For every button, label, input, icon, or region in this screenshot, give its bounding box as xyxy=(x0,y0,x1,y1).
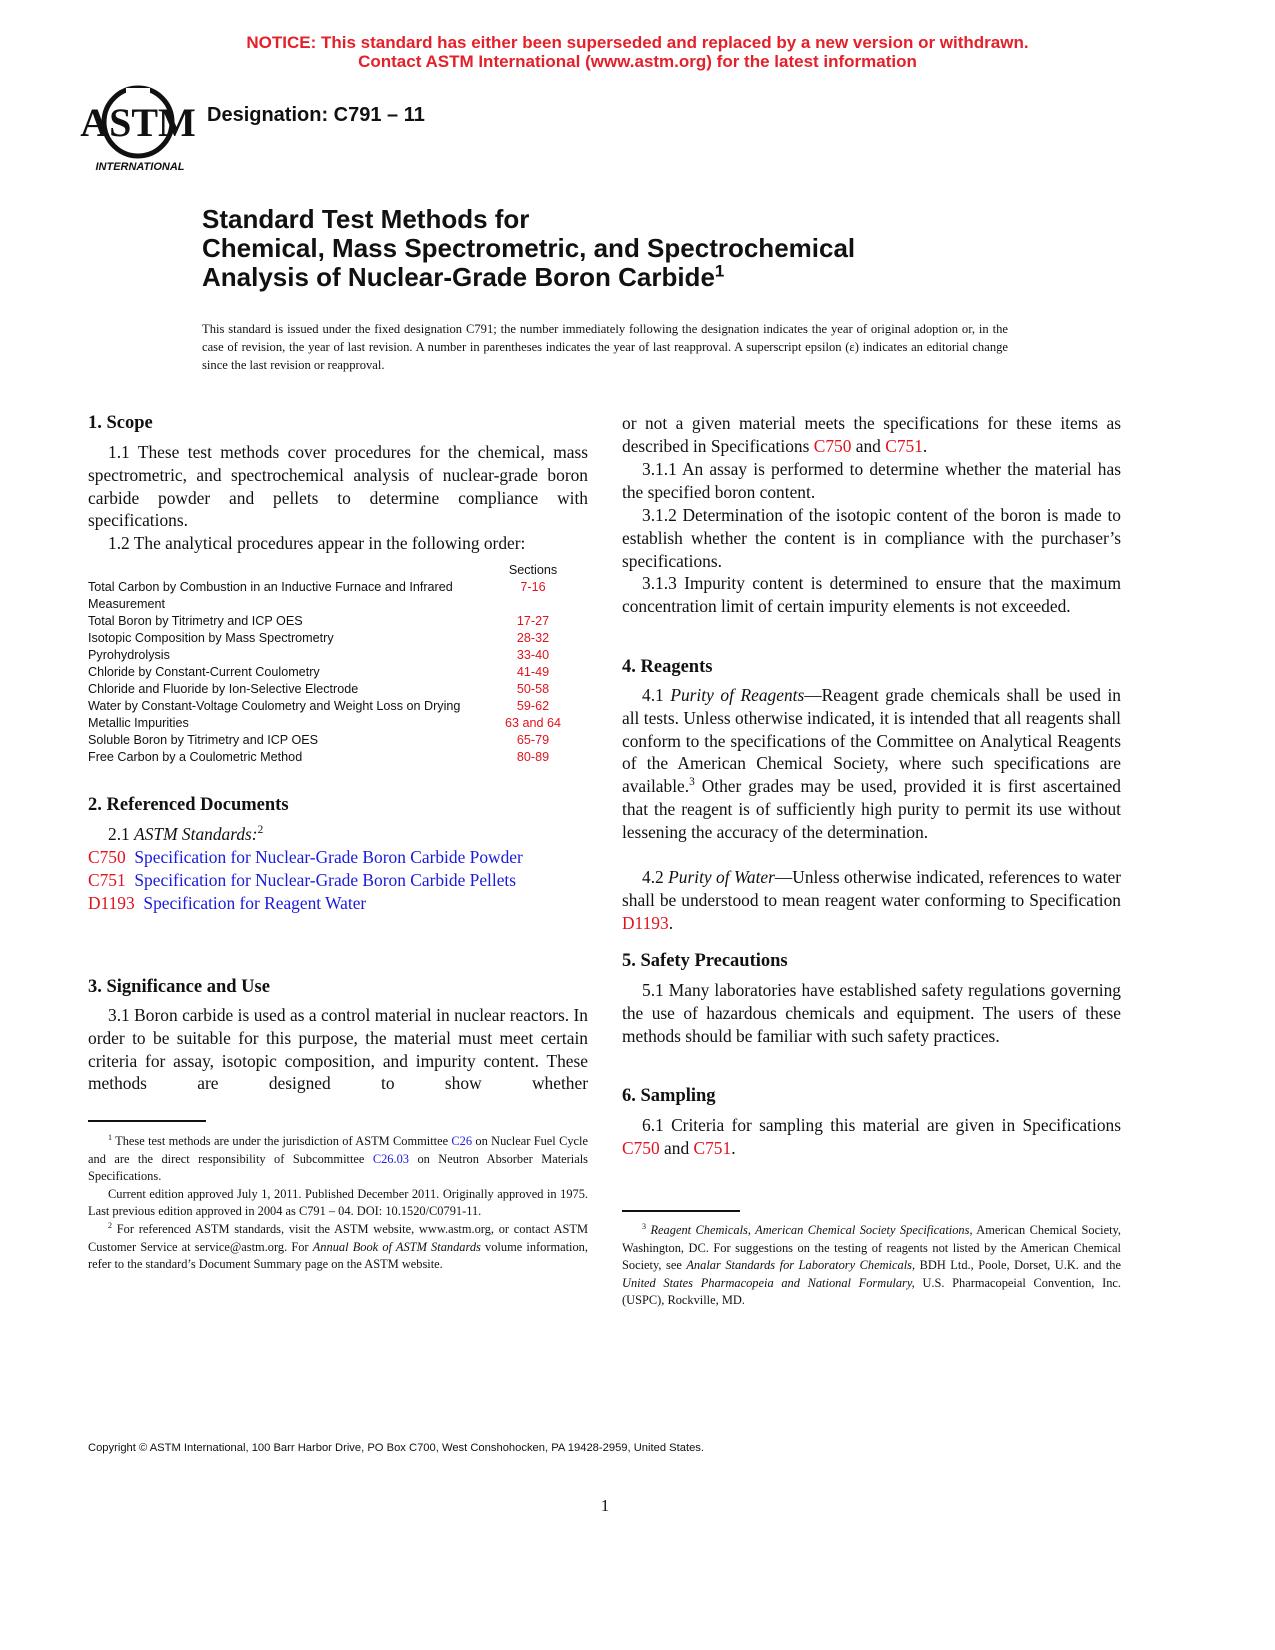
footnote-1-edition: Current edition approved July 1, 2011. Published December 2011. Originally approved in 1975. Last previous edition approved in 2004 as C791 – 04. DOI: 10.1520/C0791-11. xyxy=(88,1186,588,1219)
para-3-1-3: 3.1.3 Impurity content is determined to ensure that the maximum concentration limit of certain impurity elements is not exceeded. xyxy=(622,573,1121,616)
title-line-3-text: Analysis of Nuclear-Grade Boron Carbide xyxy=(202,262,715,292)
ref-code-link[interactable]: C751 xyxy=(88,869,126,890)
footnote-italic: Reagent Chemicals, American Chemical Society Specifications, xyxy=(646,1223,973,1237)
para-4-1 xyxy=(622,684,1121,844)
row-desc: Chloride and Fluoride by Ion-Selective Electrode xyxy=(88,682,359,696)
para-text: . xyxy=(922,435,928,456)
para-5-1: 5.1 Many laboratories have established safety regulations governing the use of hazardous chemicals and equipment. The users of these methods should be familiar with such safety practices. xyxy=(622,980,1121,1046)
astm-logo xyxy=(80,84,196,176)
row-desc: Water by Constant-Voltage Coulometry and Weight Loss on Drying xyxy=(88,699,461,713)
footnote-divider xyxy=(622,1210,740,1212)
reference-item xyxy=(88,892,588,915)
para-text: . xyxy=(668,912,674,933)
committee-link[interactable]: C26 xyxy=(451,1134,473,1148)
table-row xyxy=(88,732,588,749)
c751-link[interactable]: C751 xyxy=(693,1137,732,1158)
para-3-1-1: 3.1.1 An assay is performed to determine whether the material has the specified boron content. xyxy=(622,459,1121,502)
para-text: —Reagent grade chemicals shall be used in all tests. Unless otherwise indicated, it is intended that all reagents shall conform to the specifications of the Committee on Analytical Reagents of the American Chemical Society, where such specifications are available. xyxy=(622,685,1122,797)
para-3-1-continued xyxy=(622,412,1121,458)
reference-item xyxy=(88,846,588,869)
row-desc: Total Carbon by Combustion in an Inductive Furnace and Infrared Measurement xyxy=(88,580,453,611)
para-text: or not a given material meets the specifications for these items as described in Specifications xyxy=(622,413,1121,456)
table-row xyxy=(88,613,588,630)
table-row xyxy=(88,579,588,613)
c751-link[interactable]: C751 xyxy=(885,435,923,456)
para-6-1 xyxy=(622,1114,1121,1160)
row-sections-link[interactable]: 41-49 xyxy=(516,665,550,679)
section-2-heading: 2. Referenced Documents xyxy=(88,795,289,815)
subcommittee-link[interactable]: C26.03 xyxy=(372,1151,409,1166)
c750-link[interactable]: C750 xyxy=(622,1137,660,1158)
para-number: 4.1 xyxy=(642,685,671,705)
section-6-heading: 6. Sampling xyxy=(622,1086,716,1106)
footnote-italic: United States Pharmacopeia and National Formulary, xyxy=(622,1275,915,1290)
section-5-heading: 5. Safety Precautions xyxy=(622,951,788,971)
para-title: Purity of Reagents xyxy=(670,685,805,705)
reference-item xyxy=(88,869,588,892)
row-sections-link[interactable]: 50-58 xyxy=(516,682,550,696)
row-desc: Total Boron by Titrimetry and ICP OES xyxy=(88,614,303,628)
copyright: Copyright © ASTM International, 100 Barr Harbor Drive, PO Box C700, West Conshohocken, PA 19428-2959, United States. xyxy=(88,1442,704,1454)
para-text: and xyxy=(851,435,886,456)
footnote-italic: Analar Standards for Laboratory Chemicals, xyxy=(686,1258,916,1273)
row-sections-link[interactable]: 63 and 64 xyxy=(504,716,562,730)
designation: Designation: C791 – 11 xyxy=(207,104,425,126)
footnote-text: For referenced ASTM standards, visit the ASTM website, www.astm.org, or contact ASTM Customer Service at service@astm.org. For xyxy=(88,1221,588,1254)
footnote-mark: 3 xyxy=(642,1221,647,1231)
footnote-mark: 1 xyxy=(108,1132,113,1142)
para-text: —Unless otherwise indicated, references to water shall be understood to mean reagent water conforming to Specification xyxy=(622,867,1121,910)
svg-text:INTERNATIONAL: INTERNATIONAL xyxy=(95,161,185,173)
footnote-1 xyxy=(88,1133,588,1186)
para-number: 2.1 xyxy=(108,824,135,844)
footnote-3 xyxy=(622,1222,1121,1310)
footnote-divider xyxy=(88,1120,206,1122)
footnote-mark: 2 xyxy=(108,1220,113,1230)
table-row xyxy=(88,630,588,647)
para-3-1-2: 3.1.2 Determination of the isotopic content of the boron is made to establish whether the content is in compliance with the purchaser’s specifications. xyxy=(622,505,1121,571)
footnote-mark: 2 xyxy=(257,824,264,837)
para-text: 6.1 Criteria for sampling this material are given in Specifications xyxy=(642,1115,1121,1135)
row-sections-link[interactable]: 65-79 xyxy=(516,733,550,747)
row-desc: Isotopic Composition by Mass Spectrometry xyxy=(88,631,334,645)
d1193-link[interactable]: D1193 xyxy=(622,912,669,933)
table-row xyxy=(88,749,588,766)
footnote-2 xyxy=(88,1221,588,1274)
footnote-text: on Neutron Absorber Materials Specifications. xyxy=(88,1151,588,1184)
title-line-2: Chemical, Mass Spectrometric, and Spectrochemical xyxy=(202,233,856,263)
para-text: and xyxy=(659,1137,694,1158)
document-title xyxy=(202,205,855,292)
ref-code-link[interactable]: D1193 xyxy=(88,892,135,913)
table-row xyxy=(88,664,588,681)
row-desc: Soluble Boron by Titrimetry and ICP OES xyxy=(88,733,319,747)
footnote-text: These test methods are under the jurisdiction of ASTM Committee xyxy=(112,1134,452,1148)
row-desc: Pyrohydrolysis xyxy=(88,648,170,662)
para-1-1: 1.1 These test methods cover procedures for the chemical, mass spectrometric, and spectrochemical analysis of nuclear-grade boron carbide powder and pellets to determine compliance with specifications. xyxy=(88,442,588,531)
ref-code-link[interactable]: C750 xyxy=(88,847,126,867)
row-sections-link[interactable]: 80-89 xyxy=(516,750,550,764)
section-4-heading: 4. Reagents xyxy=(622,657,713,677)
astm-standards-label: ASTM Standards: xyxy=(134,824,258,844)
para-text: Other grades may be used, provided it is first ascertained that the reagent is of sufficiently high purity to permit its use without lessening the accuracy of the determination. xyxy=(622,776,1121,842)
row-sections-link[interactable]: 28-32 xyxy=(516,631,550,645)
para-text: . xyxy=(731,1137,736,1158)
sections-header: Sections xyxy=(508,563,558,577)
table-row xyxy=(88,647,588,664)
para-2-1 xyxy=(88,823,588,846)
reference-list xyxy=(88,846,588,914)
row-desc: Chloride by Constant-Current Coulometry xyxy=(88,665,320,679)
row-sections-link[interactable]: 17-27 xyxy=(516,614,550,628)
para-3-1: 3.1 Boron carbide is used as a control material in nuclear reactors. In order to be suitable for this purpose, the material must meet certain criteria for assay, isotopic composition, and impurity content. These methods are designed to show whether xyxy=(88,1005,588,1094)
title-line-1: Standard Test Methods for xyxy=(202,204,530,234)
ref-title-link[interactable]: Specification for Reagent Water xyxy=(143,892,367,913)
para-1-2: 1.2 The analytical procedures appear in the following order: xyxy=(108,533,526,553)
para-4-2 xyxy=(622,866,1121,934)
ref-title-link[interactable]: Specification for Nuclear-Grade Boron Carbide Pellets xyxy=(134,869,517,890)
footnote-italic: Annual Book of ASTM Standards xyxy=(312,1239,481,1254)
row-sections-link[interactable]: 33-40 xyxy=(516,648,550,662)
footnote-text: volume information, refer to the standard’s Document Summary page on the ASTM website. xyxy=(88,1239,588,1272)
footnote-mark: 1 xyxy=(714,261,725,281)
footnote-text: BDH Ltd., Poole, Dorset, U.K. and the xyxy=(915,1258,1121,1273)
para-title: Purity of Water xyxy=(668,867,775,887)
row-sections-link[interactable]: 59-62 xyxy=(516,699,550,713)
footnote-text: on Nuclear Fuel Cycle and are the direct responsibility of Subcommittee xyxy=(88,1134,588,1166)
section-1-heading: 1. Scope xyxy=(88,413,153,433)
row-sections-link[interactable]: 7-16 xyxy=(520,580,546,594)
table-row xyxy=(88,715,588,732)
row-desc: Metallic Impurities xyxy=(88,716,189,730)
ref-title-link[interactable]: Specification for Nuclear-Grade Boron Carbide Powder xyxy=(134,847,523,867)
footnote-text: U.S. Pharmacopeial Convention, Inc. (USPC), Rockville, MD. xyxy=(622,1275,1121,1308)
footnotes-left xyxy=(88,1133,588,1274)
notice-line-2: Contact ASTM International (www.astm.org) for the latest information xyxy=(358,52,917,71)
section-3-heading: 3. Significance and Use xyxy=(88,977,270,997)
svg-text:ASTM: ASTM xyxy=(80,100,196,145)
table-header xyxy=(88,562,588,579)
table-row xyxy=(88,681,588,698)
title-line-3 xyxy=(202,263,855,292)
para-number: 4.2 xyxy=(642,867,669,887)
supersede-notice xyxy=(0,33,1275,71)
intro-paragraph: This standard is issued under the fixed designation C791; the number immediately following the designation indicates the year of original adoption or, in the case of revision, the year of last revision. A number in parentheses indicates the year of last reapproval. A superscript epsilon (ε) indicates an editorial change since the last revision or reapproval. xyxy=(202,322,1008,372)
row-desc: Free Carbon by a Coulometric Method xyxy=(88,750,303,764)
table-row xyxy=(88,698,588,715)
footnote-text: American Chemical Society, Washington, DC. For suggestions on the testing of reagents not listed by the American Chemical Society, see xyxy=(622,1223,1121,1273)
notice-line-1: NOTICE: This standard has either been superseded and replaced by a new version or withdrawn. xyxy=(246,33,1029,52)
page-number: 1 xyxy=(600,1496,610,1515)
procedures-table xyxy=(88,562,588,766)
footnote-mark: 3 xyxy=(689,776,695,789)
c750-link[interactable]: C750 xyxy=(813,435,852,456)
